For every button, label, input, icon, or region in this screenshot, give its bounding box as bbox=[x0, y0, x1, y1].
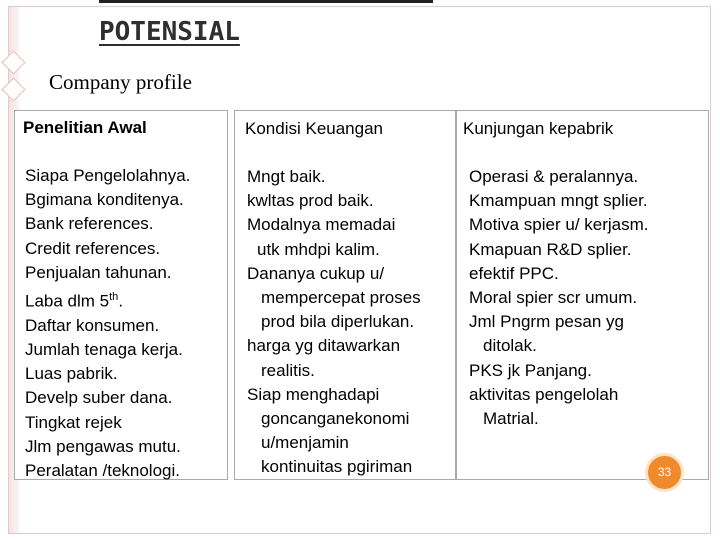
list-item: efektif PPC. bbox=[469, 263, 559, 283]
list-item: Moral spier scr umum. bbox=[469, 288, 638, 308]
column-header: Penelitian Awal bbox=[23, 118, 147, 137]
slide-subtitle: Company profile bbox=[49, 70, 192, 94]
list-item: Jumlah tenaga kerja. bbox=[25, 340, 183, 360]
list-item: Mngt baik. bbox=[247, 167, 326, 186]
list-item: goncanganekonomi bbox=[261, 409, 410, 429]
list-item: Peralatan /teknologi. bbox=[25, 461, 180, 481]
list-item: Tingkat rejek bbox=[25, 412, 122, 432]
list-item: Kmapuan R&D splier. bbox=[469, 239, 632, 259]
list-item: kontinuitas pgiriman bbox=[261, 457, 413, 477]
list-item: utk mhdpi kalim. bbox=[257, 239, 380, 259]
list-item: Motiva spier u/ kerjasm. bbox=[469, 215, 649, 235]
list-item: mempercepat proses bbox=[261, 288, 421, 308]
list-item: Luas pabrik. bbox=[25, 364, 118, 384]
list-item: Bgimana konditenya. bbox=[25, 190, 184, 210]
item-list bbox=[15, 164, 227, 483]
list-item-text: Laba dlm 5 bbox=[25, 291, 110, 311]
list-item: Jlm pengawas mutu. bbox=[25, 436, 181, 456]
list-item: Credit references. bbox=[25, 238, 161, 258]
title-rule bbox=[99, 0, 433, 3]
superscript: th bbox=[109, 291, 119, 304]
list-item: realitis. bbox=[261, 360, 315, 380]
list-item: kwltas prod baik. bbox=[247, 191, 374, 211]
slide-title: POTENSIAL bbox=[99, 17, 240, 47]
list-item: aktivitas pengelolah bbox=[469, 384, 619, 404]
list-item: Develp suber dana. bbox=[25, 388, 173, 408]
column-header: Kunjungan kepabrik bbox=[463, 119, 614, 138]
list-item: Jml Pngrm pesan yg bbox=[469, 312, 624, 332]
list-item bbox=[15, 285, 227, 314]
column-penelitian-awal bbox=[14, 110, 228, 480]
list-item: PKS jk Panjang. bbox=[469, 360, 592, 380]
list-item: Bank references. bbox=[25, 214, 154, 234]
item-list bbox=[235, 165, 455, 480]
list-item: Dananya cukup u/ bbox=[247, 263, 385, 283]
list-item-end: . bbox=[118, 291, 124, 311]
list-item: harga yg ditawarkan bbox=[247, 336, 401, 356]
column-header: Kondisi Keuangan bbox=[245, 119, 384, 138]
list-item: ditolak. bbox=[483, 336, 537, 356]
list-item: Siap menghadapi bbox=[247, 384, 380, 404]
list-item: Daftar konsumen. bbox=[25, 315, 160, 335]
list-item: Matrial. bbox=[483, 409, 539, 429]
page-number-badge: 33 bbox=[645, 453, 684, 492]
list-item: Operasi & peralannya. bbox=[469, 167, 639, 186]
item-list bbox=[457, 165, 708, 431]
list-item: Penjualan tahunan. bbox=[25, 262, 172, 282]
list-item: prod bila diperlukan. bbox=[261, 312, 415, 332]
list-item: Modalnya memadai bbox=[247, 215, 396, 235]
list-item: u/menjamin bbox=[261, 433, 349, 453]
list-item: Siapa Pengelolahnya. bbox=[25, 166, 191, 185]
column-kondisi-keuangan bbox=[234, 110, 456, 480]
column-kunjungan-kepabrik bbox=[456, 110, 709, 480]
list-item: Kmampuan mngt splier. bbox=[469, 191, 648, 211]
